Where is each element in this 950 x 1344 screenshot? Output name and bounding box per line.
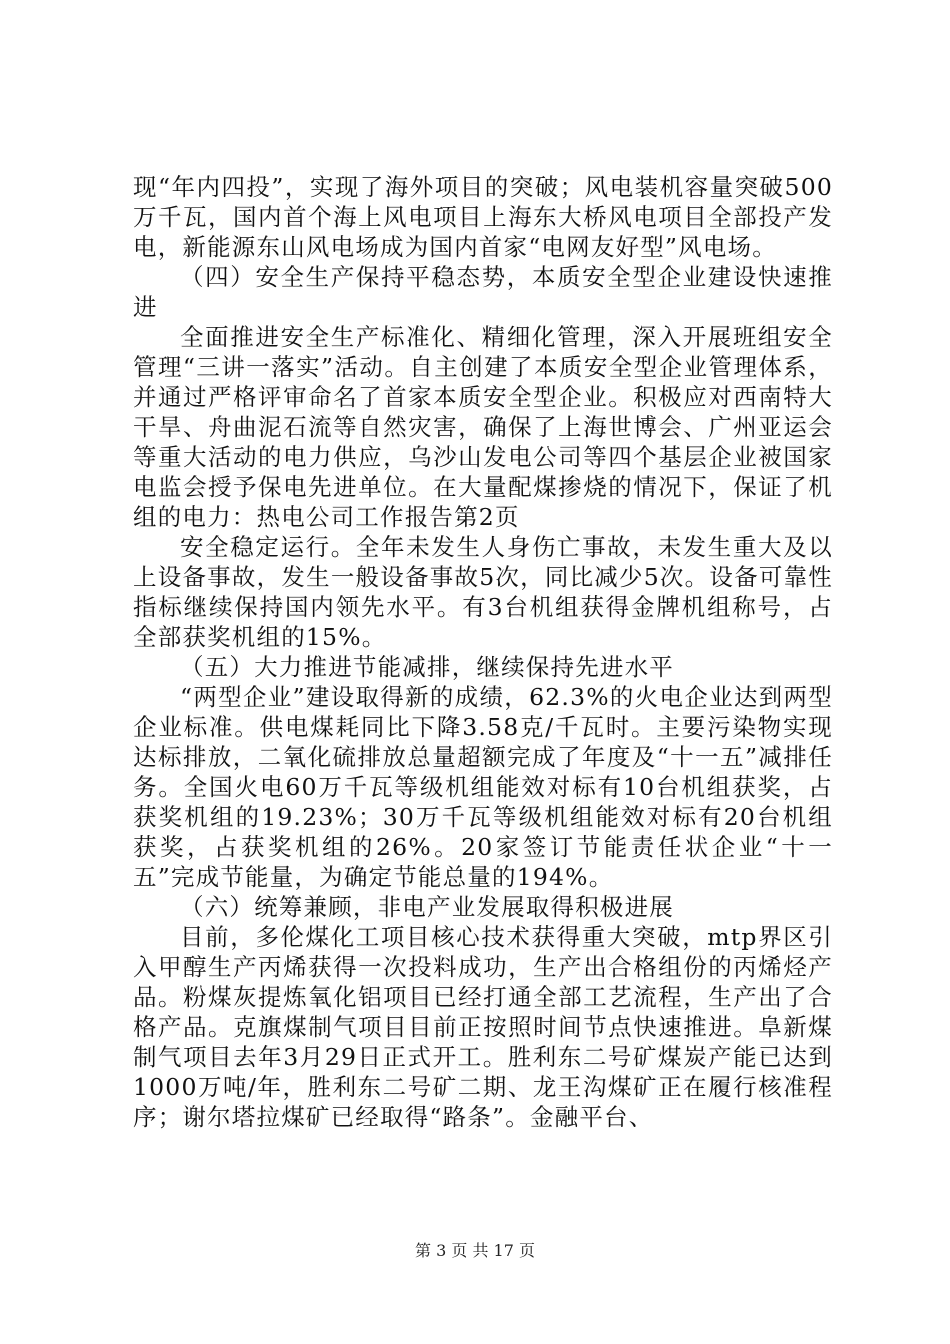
paragraph-stable-operation: 安全稳定运行。全年未发生人身伤亡事故，未发生重大及以上设备事故，发生一般设备事故5次，同比减少5次。设备可靠性指标继续保持国内领先水平。有3台机组获得金牌机组称号，占全部获奖机组的15%。 [133, 533, 833, 651]
paragraph-non-power: 目前，多伦煤化工项目核心技术获得重大突破，mtp界区引入甲醇生产丙烯获得一次投料成功，生产出合格组份的丙烯烃产品。粉煤灰提炼氧化铝项目已经打通全部工艺流程，生产出了合格产品。克旗煤制气项目目前正按照时间节点快速推进。阜新煤制气项目去年3月29日正式开工。胜利东二号矿煤炭产能已达到1000万吨/年，胜利东二号矿二期、龙王沟煤矿正在履行核准程序；谢尔塔拉煤矿已经取得“路条”。金融平台、 [133, 923, 833, 1131]
section-heading-4: （四）安全生产保持平稳态势，本质安全型企业建设快速推进 [133, 263, 833, 321]
paragraph-safety: 全面推进安全生产标准化、精细化管理，深入开展班组安全管理“三讲一落实”活动。自主创建了本质安全型企业管理体系，并通过严格评审命名了首家本质安全型企业。积极应对西南特大干旱、舟曲泥石流等自然灾害，确保了上海世博会、广州亚运会等重大活动的电力供应，乌沙山发电公司等四个基层企业被国家电监会授予保电先进单位。在大量配煤掺烧的情况下，保证了机组的电力：热电公司工作报告第2页 [133, 323, 833, 531]
section-heading-6: （六）统筹兼顾，非电产业发展取得积极进展 [180, 893, 674, 921]
paragraph-continuation: 现“年内四投”，实现了海外项目的突破；风电装机容量突破500万千瓦，国内首个海上风电项目上海东大桥风电项目全部投产发电，新能源东山风电场成为国内首家“电网友好型”风电场。 [133, 173, 833, 261]
document-body [133, 172, 833, 1132]
page-footer: 第 3 页 共 17 页 [415, 1241, 535, 1260]
paragraph-energy-saving: “两型企业”建设取得新的成绩，62.3%的火电企业达到两型企业标准。供电煤耗同比下降3.58克/千瓦时。主要污染物实现达标排放，二氧化硫排放总量超额完成了年度及“十一五”减排任务。全国火电60万千瓦等级机组能效对标有10台机组获奖，占获奖机组的19.23%；30万千瓦等级机组能效对标有20台机组获奖，占获奖机组的26%。20家签订节能责任状企业“十一五”完成节能量，为确定节能总量的194%。 [133, 683, 833, 891]
section-heading-5: （五）大力推进节能减排，继续保持先进水平 [180, 653, 674, 681]
